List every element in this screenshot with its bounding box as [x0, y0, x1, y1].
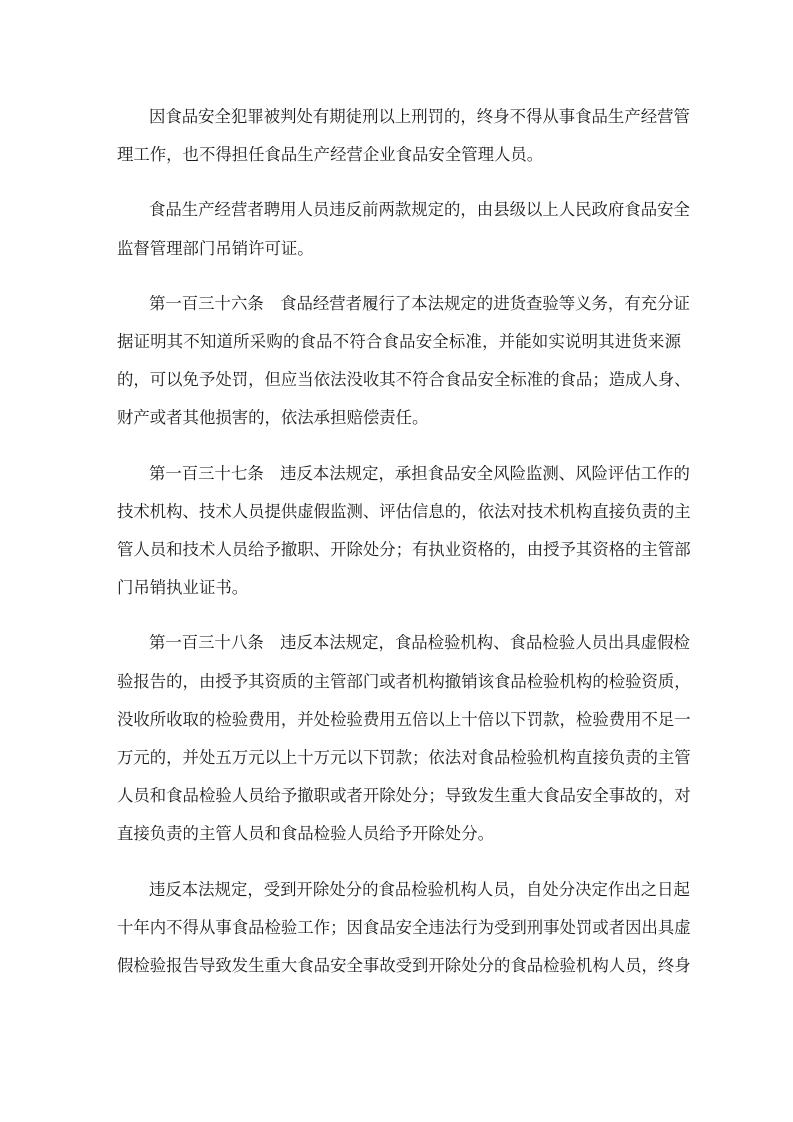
- paragraph-1: [117, 98, 690, 174]
- paragraph-line: 监督管理部门吊销许可证。: [117, 238, 314, 258]
- paragraph-line: 第一百三十八条 违反本法规定，食品检验机构、食品检验人员出具虚假检: [149, 633, 690, 653]
- article-138: [117, 624, 691, 853]
- paragraph-line: 验报告的，由授予其资质的主管部门或者机构撤销该食品检验机构的检验资质，: [117, 671, 691, 691]
- paragraph-line: 理工作，也不得担任食品生产经营企业食品安全管理人员。: [117, 145, 544, 165]
- paragraph-line: 食品生产经营者聘用人员违反前两款规定的，由县级以上人民政府食品安全: [149, 200, 690, 220]
- paragraph-line: 门吊销执业证书。: [117, 578, 249, 598]
- paragraph-line: 违反本法规定，受到开除处分的食品检验机构人员，自处分决定作出之日起: [149, 879, 690, 899]
- paragraph-line: 假检验报告导致发生重大食品安全事故受到开除处分的食品检验机构人员，终身: [117, 956, 691, 976]
- paragraph-line: 管人员和技术人员给予撤职、开除处分；有执业资格的，由授予其资格的主管部: [117, 540, 691, 560]
- article-136: [117, 285, 691, 438]
- paragraph-line: 第一百三十六条 食品经营者履行了本法规定的进货查验等义务，有充分证: [149, 293, 690, 313]
- paragraph-line: 据证明其不知道所采购的食品不符合食品安全标准，并能如实说明其进货来源: [117, 332, 681, 352]
- paragraph-line: 第一百三十七条 违反本法规定，承担食品安全风险监测、风险评估工作的: [149, 463, 690, 483]
- paragraph-line: 人员和食品检验人员给予撤职或者开除处分；导致发生重大食品安全事故的，对: [117, 786, 691, 806]
- paragraph-2: [117, 191, 690, 267]
- paragraph-line: 十年内不得从事食品检验工作；因食品安全违法行为受到刑事处罚或者因出具虚: [117, 917, 691, 937]
- paragraph-line: 技术机构、技术人员提供虚假监测、评估信息的，依法对技术机构直接负责的主: [117, 501, 691, 521]
- article-137: [117, 455, 691, 608]
- paragraph-line: 直接负责的主管人员和食品检验人员给予开除处分。: [117, 824, 494, 844]
- paragraph-line: 没收所收取的检验费用，并处检验费用五倍以上十倍以下罚款，检验费用不足一: [117, 709, 691, 729]
- document-body: [117, 98, 691, 985]
- paragraph-line: 的，可以免予处罚，但应当依法没收其不符合食品安全标准的食品；造成人身、: [117, 370, 691, 390]
- paragraph-6: [117, 871, 691, 986]
- paragraph-line: 财产或者其他损害的，依法承担赔偿责任。: [117, 408, 429, 428]
- paragraph-line: 因食品安全犯罪被判处有期徒刑以上刑罚的，终身不得从事食品生产经营管: [149, 107, 690, 126]
- paragraph-line: 万元的，并处五万元以上十万元以下罚款；依法对食品检验机构直接负责的主管: [117, 748, 691, 768]
